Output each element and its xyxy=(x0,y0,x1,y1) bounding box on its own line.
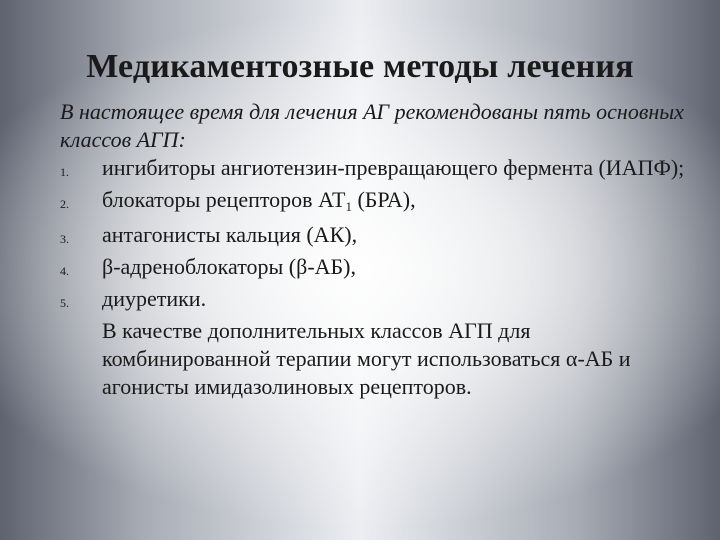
note-paragraph xyxy=(60,317,690,401)
list-item-number: 5. xyxy=(60,296,69,310)
list-item-text-main: блокаторы рецепторов АТ xyxy=(102,187,346,212)
slide-title: Медикаментозные методы лечения xyxy=(86,48,634,85)
list-item xyxy=(60,221,690,253)
list-item-number: 2. xyxy=(60,197,69,211)
note-text: В качестве дополнительных классов АГП для комбинированной терапии могут использоваться α-АБ и агонисты имидазолиновых рецепторов. xyxy=(102,318,631,399)
list-item xyxy=(60,285,690,317)
intro-text: В настоящее время для лечения АГ рекомендованы пять основных классов АГП: xyxy=(60,99,684,152)
list-item-number: 3. xyxy=(60,232,69,246)
list-item-text-tail: (БРА), xyxy=(351,187,416,212)
list-item-number: 4. xyxy=(60,264,69,278)
list-item xyxy=(60,253,690,285)
subscript: 1 xyxy=(345,199,352,214)
list-item-text: диуретики. xyxy=(102,286,207,311)
slide-content xyxy=(60,98,690,401)
list-item xyxy=(60,154,690,186)
list-item-text: антагонисты кальция (АК), xyxy=(102,222,358,247)
list-item xyxy=(60,186,690,221)
note-indent xyxy=(60,317,102,401)
list-item-text xyxy=(102,186,690,221)
list-item-number: 1. xyxy=(60,165,69,179)
list-item-text: β-адреноблокаторы (β-АБ), xyxy=(102,254,356,279)
list-item-text: ингибиторы ангиотензин-превращающего фермента (ИАПФ); xyxy=(102,155,685,180)
